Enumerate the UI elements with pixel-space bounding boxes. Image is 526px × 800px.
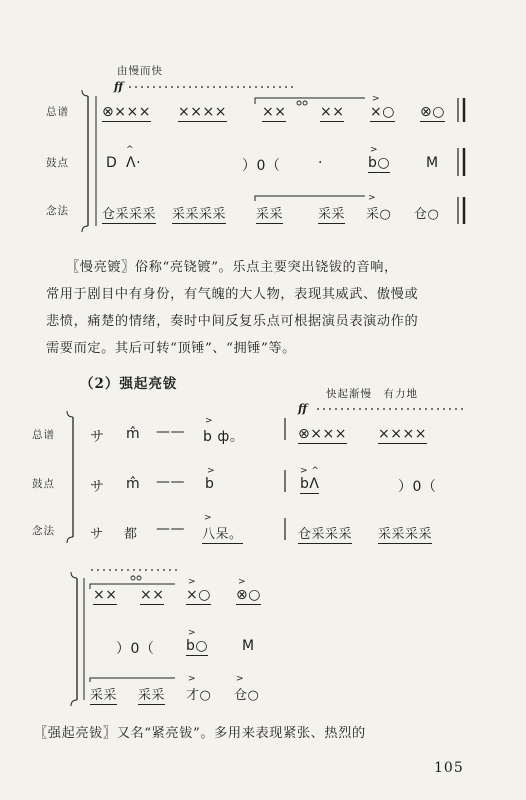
drum-cell: > ^ bΛ (300, 466, 320, 492)
section-heading: （2）强起亮钹 (80, 376, 178, 392)
drum-cell: > b○ (368, 145, 391, 171)
score-cell: ×× (93, 587, 118, 603)
tempo-marking: 快起渐慢 有力地 (326, 388, 418, 400)
row-label-drum: 鼓点 (32, 478, 55, 490)
recite-cell: 采采 (138, 684, 165, 705)
drum-cell: ）0（ (116, 641, 155, 657)
drum-cell: M (426, 155, 439, 171)
recite-cell: 采采采采 (378, 523, 432, 544)
row-label-score: 总谱 (32, 429, 55, 441)
row-label-recite: 念法 (32, 525, 55, 537)
recite-cell: > 才○ (186, 674, 212, 703)
tempo-marking: 由慢而快 (117, 65, 163, 77)
body-text-line: 〖强起亮钹〗又名“紧亮钹”。多用来表现紧张、热烈的 (34, 726, 366, 741)
recite-cell: 仓○ (414, 207, 440, 222)
row-label-drum: 鼓点 (46, 157, 69, 169)
drum-cell: ）0（ (242, 158, 281, 174)
score-cell: ⊗××× (298, 426, 347, 442)
recite-cell: > 八呆。 (202, 513, 243, 542)
score-cell: ×× (320, 104, 345, 120)
recite-cell: 采采 (256, 203, 283, 224)
recite-cell: 采采采采 (172, 203, 226, 224)
recite-cell: サ (90, 527, 104, 542)
score-cell: ×××× (378, 426, 427, 442)
score-cell: ×× (262, 104, 287, 120)
recite-cell: 仓采采采 (298, 523, 352, 544)
drum-cell: M (242, 638, 255, 654)
drum-cell: · (318, 155, 323, 171)
recite-cell: 仓采采采 (102, 203, 156, 224)
row-label-score: 总谱 (46, 106, 69, 118)
drum-cell: > b (205, 466, 216, 492)
drum-cell: ^ Λ· (126, 145, 142, 171)
recite-cell: > 仓○ (234, 674, 260, 703)
recite-cell: > 采○ (366, 193, 392, 222)
drum-cell: サ (90, 479, 105, 495)
recite-cell: 采采 (318, 203, 345, 224)
recite-cell: 都 (124, 527, 138, 542)
drum-cell: ）0（ (398, 479, 437, 495)
score-cell: —— (156, 424, 185, 440)
score-cell: ×× (140, 587, 165, 603)
recite-cell: 采采 (90, 684, 117, 705)
score-cell: > b ф。 (203, 416, 245, 445)
score-cell: ⊗○ (420, 104, 445, 120)
score-cell: サ (90, 429, 105, 445)
drum-cell: m̂ (126, 476, 141, 492)
score-cell: > ×○ (370, 94, 395, 120)
drum-cell: —— (156, 474, 185, 490)
recite-cell: —— (156, 521, 185, 537)
body-text-line: 悲愤，痛楚的情绪，奏时中间反复乐点可根据演员表演动作的 (46, 314, 419, 329)
score-cell: ×××× (178, 104, 227, 120)
drum-cell: D (106, 155, 118, 171)
score-cell: > ⊗○ (236, 577, 261, 603)
page-number: 105 (434, 760, 464, 776)
body-text-line: 〖慢亮镀〗俗称“亮铙镀”。乐点主要突出铙钹的音响， (66, 260, 398, 275)
dynamic-marking: ff (298, 402, 308, 415)
body-text-line: 需要而定。其后可转“顶锤”、“拥锤”等。 (46, 341, 296, 356)
row-label-recite: 念法 (46, 205, 69, 217)
score-cell: m̂ (126, 426, 141, 442)
dynamic-marking: ff (114, 80, 124, 93)
body-text-line: 常用于剧目中有身份，有气魄的大人物，表现其威武、傲慢或 (46, 287, 419, 302)
score-cell: > ×○ (186, 577, 211, 603)
score-cell: ⊗××× (102, 104, 151, 120)
drum-cell: > b○ (186, 628, 209, 654)
